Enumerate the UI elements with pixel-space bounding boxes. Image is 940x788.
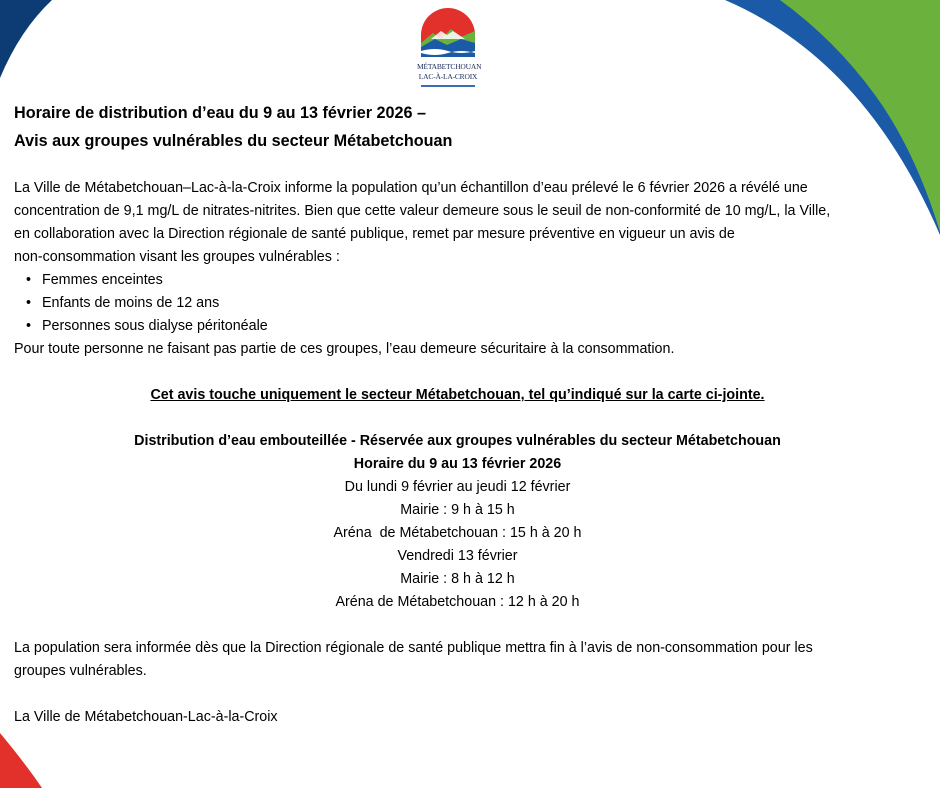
list-item [14,269,268,292]
list-item-label: Personnes sous dialyse péritonéale [42,318,268,334]
list-item [14,292,268,315]
bullet-icon: • [26,295,32,311]
schedule-line: Mairie : 8 h à 12 h [400,571,515,587]
schedule-line: Aréna de Métabetchouan : 12 h à 20 h [335,594,580,610]
intro-line: en collaboration avec la Direction régionale de santé publique, remet par mesure préventive en vigueur un avis de [14,226,735,242]
logo-emblem [417,5,479,61]
safe-note: Pour toute personne ne faisant pas partie de ces groupes, l’eau demeure sécuritaire à la consommation. [14,341,675,357]
schedule-line: Mairie : 9 h à 15 h [400,502,515,518]
schedule-line: Vendredi 13 février [397,548,518,564]
intro-paragraph [14,177,830,269]
logo-name-line1: MÉTABETCHOUAN [417,62,482,71]
logo-name-line2: LAC-À-LA-CROIX [418,72,478,81]
page-title-line1: Horaire de distribution d’eau du 9 au 13 février 2026 – [14,104,427,122]
distribution-schedule [0,476,915,614]
vulnerable-groups-list [14,269,268,338]
signature: La Ville de Métabetchouan-Lac-à-la-Croix [14,709,278,725]
schedule-line: Du lundi 9 février au jeudi 12 février [344,479,571,495]
distribution-title: Distribution d’eau embouteillée - Réservée aux groupes vulnérables du secteur Métabetchouan [134,433,781,449]
intro-line: non-consommation visant les groupes vulnérables : [14,249,340,265]
list-item [14,315,268,338]
closing-line: groupes vulnérables. [14,663,147,679]
city-logo [417,5,482,93]
schedule-line: Aréna de Métabetchouan : 15 h à 20 h [333,525,582,541]
sector-note: Cet avis touche uniquement le secteur Métabetchouan, tel qu’indiqué sur la carte ci-jointe. [150,387,765,403]
bullet-icon: • [26,272,32,288]
corner-decoration-bottom-left [0,733,45,788]
corner-decoration-top-left [0,0,60,80]
closing-line: La population sera informée dès que la Direction régionale de santé publique mettra fin à l’avis de non-consommation pour les [14,640,813,656]
page-title-line2: Avis aux groupes vulnérables du secteur Métabetchouan [14,132,453,150]
intro-line: concentration de 9,1 mg/L de nitrates-nitrites. Bien que cette valeur demeure sous le seuil de non-conformité de 10 mg/L, la Ville, [14,203,831,219]
list-item-label: Enfants de moins de 12 ans [42,295,220,311]
logo-underline [421,85,475,87]
closing-paragraph [14,637,813,683]
bullet-icon: • [26,318,32,334]
list-item-label: Femmes enceintes [42,272,163,288]
intro-line: La Ville de Métabetchouan–Lac-à-la-Croix informe la population qu’un échantillon d’eau prélevé le 6 février 2026 a révélé une [14,180,808,196]
distribution-schedule-title: Horaire du 9 au 13 février 2026 [353,456,562,472]
